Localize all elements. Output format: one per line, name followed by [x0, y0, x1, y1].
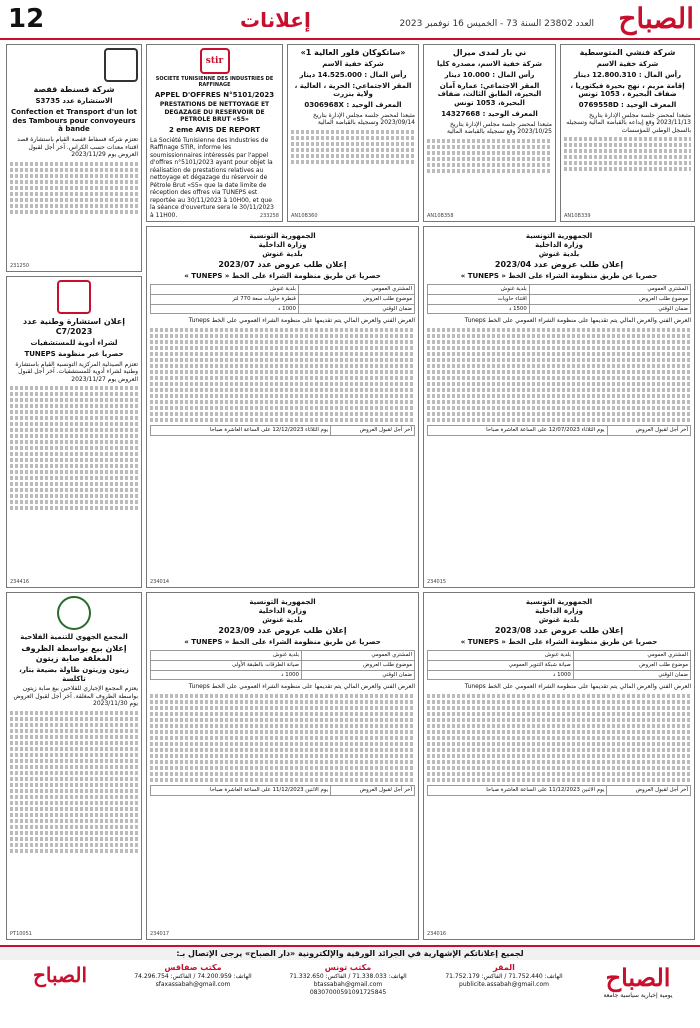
ad-org: المجمع الجهوي للتنمية الفلاحية [20, 633, 128, 641]
ad-body: مثبعدا لمحضر جلسة مجلس الإدارة بتاريخ 2023/11/13 وقع إيداعه بالقباضة المالية وتسجيله بالسجل الوطني للمؤسسات [566, 111, 691, 134]
text-line [10, 180, 138, 184]
table-cell: يوم الاثنين 11/12/2023 على الساعة العاشرة صباحا [151, 785, 331, 795]
text-line [10, 753, 138, 757]
text-line [150, 394, 415, 398]
text-line [150, 730, 415, 734]
footer-tagline: يومية إخبارية سياسية جامعة [603, 992, 673, 999]
text-line [10, 807, 138, 811]
brand-logo: الصباح [618, 2, 694, 35]
text-line [427, 334, 691, 338]
text-line [10, 470, 138, 474]
body-text-lines [427, 328, 691, 422]
text-line [427, 778, 691, 782]
ad-body: يعتزم المجمع الإجباري للفلاحين بيع صابة زيتون بواسطة الظروف المغلقة. آخر أجل لقبول العروض يوم 2023/11/30 [13, 685, 138, 708]
office-phones: الهاتف: 74.200.959 / الفاكس: 74.296.754 [134, 973, 252, 981]
text-line [10, 210, 138, 214]
ad-body: تعتزم الصيدلية المركزية التونسية القيام باستشارة وطنية لشراء أدوية للمستشفيات. آخر أجل لقبول العروض يوم 2023/11/27 [15, 360, 138, 383]
text-line [150, 700, 415, 704]
ad-pharmacie [6, 276, 142, 588]
ad-table [150, 284, 415, 314]
text-line [150, 706, 415, 710]
text-line [150, 376, 415, 380]
pct-logo [57, 280, 91, 314]
text-line [10, 458, 138, 462]
text-line [150, 364, 415, 368]
text-line [427, 730, 691, 734]
text-line [10, 747, 138, 751]
table-cell: صيانة شبكة التنوير العمومي [428, 660, 574, 670]
ad-ref: AN10B360 [291, 212, 318, 219]
ad-id: المعرف الوحيد : 14327668 [441, 109, 538, 118]
text-line [150, 766, 415, 770]
text-line [427, 418, 691, 422]
text-line [10, 434, 138, 438]
text-line [10, 168, 138, 172]
table-cell: ضمان الوقتي [573, 670, 690, 680]
footer-brand-right [582, 963, 694, 1027]
ad-ghannouch-08 [423, 592, 695, 940]
ad-capital: رأس المال : 12.800.310 دينار [573, 70, 682, 79]
text-line [427, 340, 691, 344]
ad-subtitle: حصريا عن طريق منظومة الشراء على الخط « TUNEPS » [460, 272, 658, 281]
text-line [10, 446, 138, 450]
text-line [427, 169, 552, 173]
table-cell: 1000 د [151, 304, 299, 314]
footer-office-hq [430, 963, 578, 1027]
text-line [10, 795, 138, 799]
text-line [150, 340, 415, 344]
text-line [564, 137, 691, 141]
table-cell: ضمان الوقتي [529, 304, 690, 314]
ad-address: المقر الاجتماعي: عمارة آمان البحيرة، الطابق الثالث، ضفاف البحيرة، 1053 تونس [437, 81, 542, 107]
text-line [150, 736, 415, 740]
table-cell: يوم الثلاثاء 12/12/2023 على الساعة العاشرة صباحا [151, 425, 331, 435]
text-line [427, 754, 691, 758]
ad-title: ني بار لمدى ميرال [452, 48, 527, 57]
footer-office-sfax [120, 963, 266, 1027]
text-line [564, 143, 691, 147]
ad-ref: 234016 [427, 930, 447, 937]
ad-stir [146, 44, 283, 222]
ad-body: La Société Tunisienne des Industries de Raffinage STIR, informe les soumissionnaires intéressés par l'appel d'offres n°5101/2023 ayant pour objet la réalisation de prestations relatives au nettoyage et dégazage du réservoir de Pétrole Brut «S5» que la date limite de réception des offres via TUNEPS est reportée au 30/11/2023 à 10H00, et que la séance d'ouverture sera le 30/11/2023 à 11H00. [150, 136, 274, 219]
table-cell: ضمان الوقتي [298, 304, 414, 314]
body-text-lines [150, 694, 415, 782]
body-text-lines [291, 130, 415, 164]
ad-title: إعلان طلب عروض عدد 2023/09 [218, 626, 347, 636]
table-cell: موضوع طلب العروض [573, 660, 690, 670]
text-line [427, 412, 691, 416]
body-text-lines [10, 711, 138, 853]
text-line [427, 766, 691, 770]
text-line [291, 148, 415, 152]
text-line [10, 482, 138, 486]
text-line [10, 729, 138, 733]
ad-title: إعلان استشارة وطنية عدد 2023/C7 [23, 317, 125, 336]
text-line [10, 404, 138, 408]
text-line [150, 328, 415, 332]
text-line [10, 849, 138, 853]
issue-line: العدد 23802 السنة 73 - الخميس 16 نوفمبر 2023 [399, 19, 594, 29]
text-line [10, 398, 138, 402]
text-line [427, 760, 691, 764]
text-line [150, 748, 415, 752]
text-line [564, 167, 691, 171]
text-line [427, 694, 691, 698]
footer [0, 945, 700, 1028]
text-line [10, 488, 138, 492]
ad-avis: 2 eme AVIS DE REPORT [168, 125, 261, 134]
text-line [150, 718, 415, 722]
deadline-table [427, 785, 691, 796]
ad-header: الجمهورية التونسية وزارة الداخلية بلدية غنوش [525, 598, 593, 624]
text-line [10, 831, 138, 835]
text-line [291, 160, 415, 164]
table-cell: 1000 د [151, 670, 302, 680]
ad-address: المقر الاجتماعي: الحرية ، العالية ، ولاية بنزرت [294, 81, 412, 99]
ad-subtitle-2: حصريا عبر منظومة TUNEPS [24, 349, 124, 358]
text-line [150, 724, 415, 728]
text-line [427, 346, 691, 350]
table-cell: بلدية غنوش [428, 285, 530, 295]
text-line [427, 748, 691, 752]
ad-subject: Confection et Transport d'un lot des Tambours pour convoyeurs à bande [11, 107, 137, 134]
body-text-lines [564, 137, 691, 171]
ad-body: العرض الفني والعرض المالي يتم تقديمها على منظومة الشراء العمومي على الخط Tuneps [188, 317, 415, 325]
ad-cpg [6, 44, 142, 272]
table-cell: المشتري العمومي [573, 651, 690, 661]
table-cell: قنطرة حاويات سعة 770 لتر [151, 294, 299, 304]
text-line [427, 406, 691, 410]
text-line [427, 772, 691, 776]
text-line [427, 145, 552, 149]
footer-brand-left [6, 963, 114, 1027]
text-line [291, 136, 415, 140]
bank-account: 08307000591091725845 [309, 988, 387, 996]
ad-body: مثبعدا لمحضر جلسة مجلس الإدارة بتاريخ 2023/09/14 وتسجيله بالقباضة المالية [313, 111, 415, 127]
text-line [10, 422, 138, 426]
table-cell: يوم الثلاثاء 12/07/2023 على الساعة العاشرة صباحا [428, 425, 608, 435]
text-line [427, 376, 691, 380]
text-line [10, 783, 138, 787]
ad-ref: 234017 [150, 930, 170, 937]
table-cell: آخر أجل لقبول العروض [607, 425, 690, 435]
ad-subtitle: حصريا عن طريق منظومة الشراء على الخط « TUNEPS » [460, 638, 658, 647]
text-line [10, 452, 138, 456]
text-line [427, 706, 691, 710]
ad-ref: 234416 [10, 578, 30, 585]
text-line [10, 186, 138, 190]
ad-subtitle: لشراء أدوية للمستشفيات [30, 339, 118, 347]
text-line [10, 204, 138, 208]
office-email: sfaxassabah@gmail.com [155, 981, 231, 989]
text-line [10, 162, 138, 166]
table-cell: المشتري العمومي [301, 651, 414, 661]
ad-subtitle: شركة خفية الاسم، مصدرة كليا [437, 60, 542, 68]
text-line [150, 358, 415, 362]
ad-org: SOCIETE TUNISIENNE DES INDUSTRIES DE RAFFINAGE [155, 76, 274, 89]
office-phones: الهاتف: 71.752.440 / الفاكس: 71.752.179 [445, 973, 563, 981]
text-line [10, 392, 138, 396]
page-number: 12 [8, 4, 45, 34]
table-cell: يوم الاثنين 11/12/2023 على الساعة العاشرة صباحا [428, 785, 607, 795]
text-line [10, 476, 138, 480]
text-line [10, 735, 138, 739]
stir-logo: stir [200, 48, 230, 74]
ad-ref: PT10051 [10, 930, 32, 937]
text-line [10, 813, 138, 817]
office-email: btassabah@gmail.com [313, 981, 383, 989]
body-text-lines [10, 386, 138, 510]
text-line [291, 142, 415, 146]
ad-address: إقامة مريم ، نهج بحيرة فيكتوريا ، ضفاف البحيرة ، 1053 تونس [570, 81, 685, 99]
masthead [399, 2, 694, 36]
office-phones: الهاتف: 71.338.033 / الفاكس: 71.332.650 [289, 973, 407, 981]
ad-ref: 234014 [150, 578, 170, 585]
ad-title: إعلان بيع بواسطة الظروف المغلقة صابة زيتون [21, 643, 127, 663]
text-line [427, 736, 691, 740]
table-cell: آخر أجل لقبول العروض [607, 785, 691, 795]
text-line [427, 724, 691, 728]
ad-ref: AN10B358 [427, 212, 454, 219]
table-cell: صيانة الطرقات بالطبقة الأولى [151, 660, 302, 670]
text-line [427, 382, 691, 386]
text-line [150, 346, 415, 350]
text-line [427, 151, 552, 155]
ad-table [427, 284, 691, 314]
text-line [10, 416, 138, 420]
text-line [150, 370, 415, 374]
text-line [10, 198, 138, 202]
text-line [150, 754, 415, 758]
ad-title: إعلان طلب عروض عدد 2023/08 [494, 626, 624, 636]
ad-table [150, 650, 415, 680]
ad-ghannouch-04 [423, 226, 695, 588]
text-line [150, 742, 415, 746]
text-line [427, 718, 691, 722]
table-cell: المشتري العمومي [298, 285, 414, 295]
body-text-lines [10, 162, 138, 214]
text-line [564, 161, 691, 165]
text-line [427, 358, 691, 362]
table-cell: ضمان الوقتي [301, 670, 414, 680]
ad-title: «ساتكوكان فلور العالية 1» [300, 48, 406, 57]
ad-title: شركة فنشي المتوسطية [579, 48, 676, 57]
ad-subtitle: حصريا عن طريق منظومة الشراء على الخط « TUNEPS » [184, 272, 381, 281]
text-line [10, 825, 138, 829]
table-cell: اقتناء حاويات [428, 294, 530, 304]
ad-body: تعتزم شركة فسفاط قفصة القيام باستشارة قصد اقتناء معدات حسب الكراس. آخر أجل لقبول العروض يوم 2023/11/29 [17, 136, 138, 158]
ad-body: العرض الفني والعرض المالي يتم تقديمها على منظومة الشراء العمومي على الخط Tuneps [464, 317, 691, 325]
deadline-table [150, 425, 415, 436]
footer-logo: الصباح [32, 963, 88, 987]
text-line [150, 400, 415, 404]
ad-satcokan [287, 44, 419, 222]
ad-id: المعرف الوحيد : 0306968X [304, 101, 402, 109]
text-line [427, 388, 691, 392]
ad-title: إعلان طلب عروض عدد 2023/04 [494, 260, 624, 270]
text-line [10, 440, 138, 444]
section-title: إعلانات [240, 8, 311, 32]
ad-title: APPEL D'OFFRES N°5101/2023 [154, 90, 275, 99]
ad-ref: 234015 [427, 578, 447, 585]
body-text-lines [427, 694, 691, 782]
ad-ghannouch-09 [146, 592, 419, 940]
text-line [10, 192, 138, 196]
text-line [10, 386, 138, 390]
ad-subtitle: حصريا عن طريق منظومة الشراء على الخط « TUNEPS » [184, 638, 381, 647]
ad-ghannouch-07 [146, 226, 419, 588]
text-line [10, 759, 138, 763]
ad-capital: رأس المال : 14.525.000 دينار [299, 70, 407, 79]
text-line [10, 819, 138, 823]
text-line [427, 400, 691, 404]
text-line [10, 506, 138, 510]
text-line [10, 500, 138, 504]
footer-logo: الصباح [605, 963, 671, 992]
text-line [564, 149, 691, 153]
table-cell: 1000 د [428, 670, 574, 680]
text-line [427, 700, 691, 704]
table-cell: بلدية غنوش [151, 651, 302, 661]
ad-subtitle: الاستشارة عدد S3735 [35, 97, 113, 105]
text-line [10, 777, 138, 781]
text-line [564, 155, 691, 159]
ad-header: الجمهورية التونسية وزارة الداخلية بلدية غنوش [525, 232, 593, 258]
table-cell: بلدية غنوش [151, 285, 299, 295]
deadline-table [427, 425, 691, 436]
ad-table [427, 650, 691, 680]
text-line [10, 765, 138, 769]
ad-olive-sale [6, 592, 142, 940]
text-line [291, 154, 415, 158]
table-cell: موضوع طلب العروض [301, 660, 414, 670]
cpg-logo [104, 48, 138, 82]
text-line [427, 364, 691, 368]
table-cell: المشتري العمومي [529, 285, 690, 295]
ad-header: الجمهورية التونسية وزارة الداخلية بلدية غنوش [249, 232, 316, 258]
office-title: مكتب صفاقس [164, 963, 222, 972]
text-line [150, 772, 415, 776]
text-line [427, 370, 691, 374]
text-line [427, 163, 552, 167]
table-cell: موضوع طلب العروض [298, 294, 414, 304]
text-line [10, 464, 138, 468]
text-line [427, 139, 552, 143]
text-line [10, 741, 138, 745]
office-title: المقر [493, 963, 515, 972]
text-line [10, 771, 138, 775]
body-text-lines [150, 328, 415, 422]
ad-ref: 231250 [10, 262, 30, 269]
ad-title: شركة قسنطة قفصة [33, 85, 115, 94]
text-line [427, 157, 552, 161]
text-line [10, 494, 138, 498]
ad-body: العرض الفني والعرض المالي يتم تقديمها على منظومة الشراء العمومي على الخط Tuneps [188, 683, 415, 691]
ad-capital: رأس المال : 10.000 دينار [444, 70, 535, 79]
text-line [427, 394, 691, 398]
text-line [10, 789, 138, 793]
ad-body: العرض الفني والعرض المالي يتم تقديمها على منظومة الشراء العمومي على الخط Tuneps [464, 683, 691, 691]
text-line [291, 130, 415, 134]
text-line [150, 382, 415, 386]
ad-ref: 233258 [259, 212, 279, 219]
text-line [10, 174, 138, 178]
text-line [10, 428, 138, 432]
ad-ref: AN10B339 [564, 212, 591, 219]
text-line [427, 328, 691, 332]
ad-subtitle: PRESTATIONS DE NETTOYAGE ET DEGAZAGE DU RESERVOIR DE PETROLE BRUT «S5» [159, 101, 270, 124]
text-line [427, 352, 691, 356]
text-line [150, 352, 415, 356]
office-email: publicite.assabah@gmail.com [459, 981, 549, 989]
text-line [10, 843, 138, 847]
text-line [427, 712, 691, 716]
text-line [150, 412, 415, 416]
text-line [150, 418, 415, 422]
table-cell: آخر أجل لقبول العروض [331, 425, 415, 435]
ad-nibar [423, 44, 556, 222]
text-line [10, 801, 138, 805]
ad-subtitle: شركة خفية الاسم [596, 60, 659, 68]
table-cell: 1500 د [428, 304, 530, 314]
ad-subtitle: شركة خفية الاسم [322, 60, 384, 68]
deadline-table [150, 785, 415, 796]
text-line [10, 410, 138, 414]
text-line [427, 742, 691, 746]
ad-subtitle: زيتون وزيتون طاولة بضيعة بنار، تاكلسة [19, 665, 129, 683]
text-line [150, 694, 415, 698]
text-line [10, 837, 138, 841]
text-line [10, 723, 138, 727]
text-line [150, 712, 415, 716]
ad-header: الجمهورية التونسية وزارة الداخلية بلدية غنوش [249, 598, 316, 624]
text-line [150, 334, 415, 338]
text-line [150, 760, 415, 764]
ad-body: مثبعدا لمحضر جلسة مجلس الإدارة بتاريخ 2023/10/25 وقع تسجيله بالقباضة المالية [446, 120, 552, 135]
office-title: مكتب تونس [324, 963, 372, 972]
text-line [10, 711, 138, 715]
ad-vinci [560, 44, 695, 222]
ad-title: إعلان طلب عروض عدد 2023/07 [218, 260, 347, 270]
text-line [150, 778, 415, 782]
text-line [150, 388, 415, 392]
table-cell: بلدية غنوش [428, 651, 574, 661]
table-cell: آخر أجل لقبول العروض [331, 785, 415, 795]
text-line [10, 717, 138, 721]
text-line [150, 406, 415, 410]
ad-id: المعرف الوحيد : 0769558D [578, 101, 677, 109]
gdaf-emblem [57, 596, 91, 630]
page-header [0, 0, 700, 40]
table-cell: موضوع طلب العروض [529, 294, 690, 304]
footer-office-tunis [270, 963, 426, 1027]
body-text-lines [427, 139, 552, 173]
footer-contact-band: لجميع إعلاناتكم الإشهارية في الجرائد الورقية والإلكترونية «دار الصباح» يرجى الإتصال بـ: [0, 947, 700, 960]
